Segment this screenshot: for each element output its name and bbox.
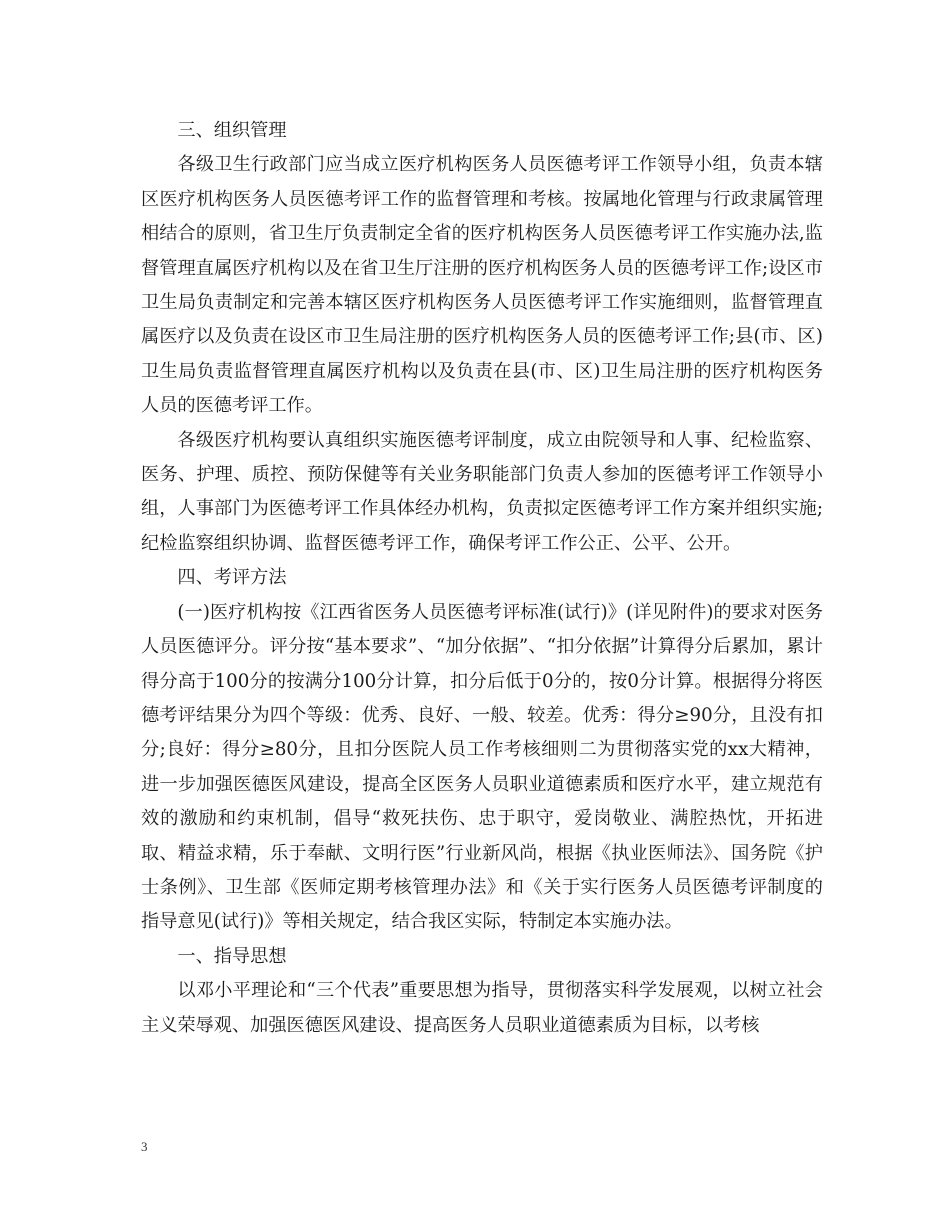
body-paragraph: 以邓小平理论和“三个代表”重要思想为指导，贯彻落实科学发展观，以树立社会主义荣辱观、加强医德医风建设、提高医务人员职业道德素质为目标，以考核 — [141, 980, 823, 1036]
body-paragraph: 各级卫生行政部门应当成立医疗机构医务人员医德考评工作领导小组，负责本辖区医疗机构医务人员医德考评工作的监督管理和考核。按属地化管理与行政隶属管理相结合的原则，省卫生厅负责制定全省的医疗机构医务人员医德考评工作实施办法,监督管理直属医疗机构以及在省卫生厅注册的医疗机构医务人员的医德考评工作;设区市卫生局负责制定和完善本辖区医疗机构医务人员医德考评工作实施细则，监督管理直属医疗以及负责在设区市卫生局注册的医疗机构医务人员的医德考评工作;县(市、区)卫生局负责监督管理直属医疗机构以及负责在县(市、区)卫生局注册的医疗机构医务人员的医德考评工作。 — [141, 154, 823, 417]
section-heading-guiding-ideology: 一、指导思想 — [177, 945, 287, 967]
body-paragraph: 各级医疗机构要认真组织实施医德考评制度，成立由院领导和人事、纪检监察、医务、护理、质控、预防保健等有关业务职能部门负责人参加的医德考评工作领导小组，人事部门为医德考评工作具体经办机构，负责拟定医德考评工作方案并组织实施;纪检监察组织协调、监督医德考评工作，确保考评工作公正、公平、公开。 — [141, 429, 823, 554]
section-heading-evaluation-method: 四、考评方法 — [177, 567, 287, 589]
section-heading-organization: 三、组织管理 — [177, 120, 287, 141]
body-paragraph: (一)医疗机构按《江西省医务人员医德考评标准(试行)》(详见附件)的要求对医务人员医德评分。评分按“基本要求”、“加分依据”、“扣分依据”计算得分后累加，累计得分高于100分的按满分100分计算，扣分后低于0分的，按0分计算。根据得分将医德考评结果分为四个等级：优秀、良好、一般、较差。优秀：得分≥90分，且没有扣分;良好：得分≥80分，且扣分医院人员工作考核细则二为贯彻落实党的xx大精神，进一步加强医德医风建设，提高全区医务人员职业道德素质和医疗水平，建立规范有效的激励和约束机制，倡导“救死扶伤、忠于职守，爱岗敬业、满腔热忱，开拓进取、精益求精，乐于奉献、文明行医”行业新风尚，根据《执业医师法》、国务院《护士条例》、卫生部《医师定期考核管理办法》和《关于实行医务人员医德考评制度的指导意见(试行)》等相关规定，结合我区实际，特制定本实施办法。 — [141, 601, 823, 933]
page-number: 3 — [141, 1139, 148, 1154]
document-body — [141, 114, 823, 1043]
